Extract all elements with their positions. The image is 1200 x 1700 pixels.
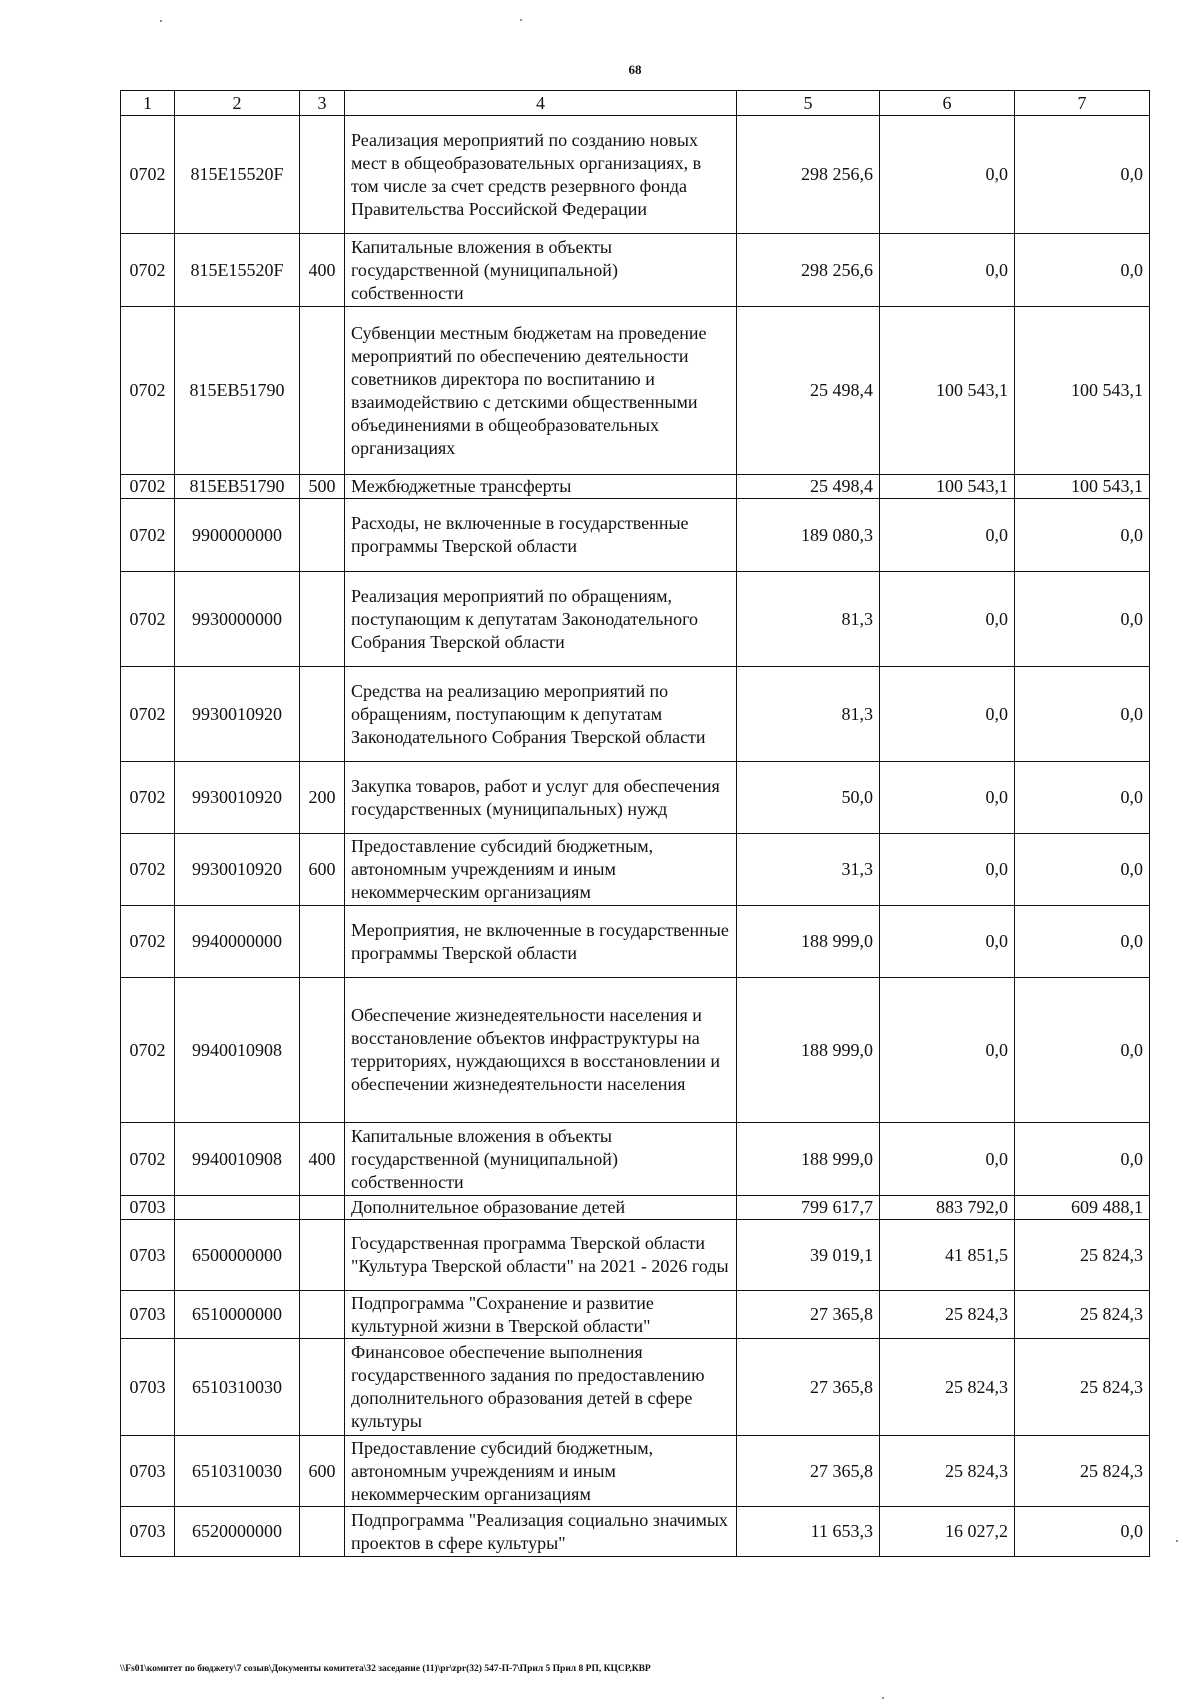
- section-code-cell: 0702: [121, 667, 175, 762]
- target-article-code-cell: 6510310030: [175, 1339, 300, 1436]
- amount-year2-cell: 0,0: [880, 834, 1015, 906]
- table-row: [121, 116, 1150, 234]
- table-row: [121, 234, 1150, 307]
- table-row: [121, 834, 1150, 906]
- item-name-cell: Предоставление субсидий бюджетным, автономным учреждениям и иным некоммерческим организациям: [345, 834, 737, 906]
- amount-year3-cell: 0,0: [1015, 234, 1150, 307]
- amount-year3-cell: 0,0: [1015, 1507, 1150, 1557]
- amount-year2-cell: 883 792,0: [880, 1196, 1015, 1220]
- section-code-cell: 0703: [121, 1339, 175, 1436]
- amount-year1-cell: 298 256,6: [737, 234, 880, 307]
- table-row: [121, 1220, 1150, 1291]
- amount-year1-cell: 81,3: [737, 572, 880, 667]
- section-code-cell: 0703: [121, 1220, 175, 1291]
- amount-year1-cell: 298 256,6: [737, 116, 880, 234]
- table-row: [121, 906, 1150, 978]
- expense-type-code-cell: 400: [300, 234, 345, 307]
- expense-type-code-cell: [300, 667, 345, 762]
- amount-year2-cell: 16 027,2: [880, 1507, 1015, 1557]
- amount-year3-cell: 25 824,3: [1015, 1436, 1150, 1507]
- expense-type-code-cell: [300, 1291, 345, 1339]
- amount-year1-cell: 188 999,0: [737, 978, 880, 1123]
- expense-type-code-cell: 500: [300, 475, 345, 499]
- section-code-cell: 0702: [121, 307, 175, 475]
- expense-type-code-cell: [300, 1507, 345, 1557]
- target-article-code-cell: 9900000000: [175, 499, 300, 572]
- amount-year3-cell: 0,0: [1015, 762, 1150, 834]
- table-row: [121, 978, 1150, 1123]
- amount-year3-cell: 0,0: [1015, 1123, 1150, 1196]
- page-number: 68: [628, 62, 642, 77]
- table-row: [121, 1436, 1150, 1507]
- section-code-cell: 0702: [121, 572, 175, 667]
- amount-year1-cell: 799 617,7: [737, 1196, 880, 1220]
- section-code-cell: 0703: [121, 1291, 175, 1339]
- budget-table: [120, 90, 1150, 1557]
- amount-year2-cell: 100 543,1: [880, 475, 1015, 499]
- table-row: [121, 1507, 1150, 1557]
- target-article-code-cell: [175, 1196, 300, 1220]
- amount-year3-cell: 100 543,1: [1015, 307, 1150, 475]
- amount-year3-cell: 0,0: [1015, 834, 1150, 906]
- amount-year1-cell: 27 365,8: [737, 1339, 880, 1436]
- amount-year2-cell: 0,0: [880, 906, 1015, 978]
- target-article-code-cell: 9930010920: [175, 762, 300, 834]
- amount-year3-cell: 0,0: [1015, 116, 1150, 234]
- column-header: 2: [175, 91, 300, 116]
- amount-year2-cell: 0,0: [880, 499, 1015, 572]
- target-article-code-cell: 9930010920: [175, 667, 300, 762]
- column-header: 6: [880, 91, 1015, 116]
- amount-year1-cell: 39 019,1: [737, 1220, 880, 1291]
- amount-year1-cell: 188 999,0: [737, 1123, 880, 1196]
- section-code-cell: 0703: [121, 1436, 175, 1507]
- item-name-cell: Подпрограмма "Сохранение и развитие культурной жизни в Тверской области": [345, 1291, 737, 1339]
- amount-year1-cell: 27 365,8: [737, 1436, 880, 1507]
- amount-year2-cell: 0,0: [880, 667, 1015, 762]
- table-row: [121, 1196, 1150, 1220]
- scan-speck: [520, 19, 522, 21]
- amount-year2-cell: 25 824,3: [880, 1291, 1015, 1339]
- target-article-code-cell: 6520000000: [175, 1507, 300, 1557]
- section-code-cell: 0702: [121, 116, 175, 234]
- scan-speck: [882, 1697, 884, 1699]
- amount-year1-cell: 27 365,8: [737, 1291, 880, 1339]
- amount-year1-cell: 25 498,4: [737, 307, 880, 475]
- expense-type-code-cell: [300, 978, 345, 1123]
- amount-year2-cell: 0,0: [880, 978, 1015, 1123]
- amount-year2-cell: 25 824,3: [880, 1339, 1015, 1436]
- expense-type-code-cell: [300, 1339, 345, 1436]
- section-code-cell: 0702: [121, 499, 175, 572]
- amount-year2-cell: 100 543,1: [880, 307, 1015, 475]
- item-name-cell: Закупка товаров, работ и услуг для обеспечения государственных (муниципальных) нужд: [345, 762, 737, 834]
- amount-year3-cell: 609 488,1: [1015, 1196, 1150, 1220]
- amount-year3-cell: 0,0: [1015, 499, 1150, 572]
- expense-type-code-cell: 200: [300, 762, 345, 834]
- column-header: 1: [121, 91, 175, 116]
- target-article-code-cell: 815EB51790: [175, 475, 300, 499]
- item-name-cell: Межбюджетные трансферты: [345, 475, 737, 499]
- scan-speck: [160, 20, 162, 22]
- item-name-cell: Реализация мероприятий по обращениям, поступающим к депутатам Законодательного Собрания Тверской области: [345, 572, 737, 667]
- table-row: [121, 475, 1150, 499]
- target-article-code-cell: 6500000000: [175, 1220, 300, 1291]
- section-code-cell: 0702: [121, 762, 175, 834]
- target-article-code-cell: 9940010908: [175, 1123, 300, 1196]
- amount-year3-cell: 100 543,1: [1015, 475, 1150, 499]
- amount-year1-cell: 188 999,0: [737, 906, 880, 978]
- amount-year1-cell: 25 498,4: [737, 475, 880, 499]
- item-name-cell: Подпрограмма "Реализация социально значимых проектов в сфере культуры": [345, 1507, 737, 1557]
- table-row: [121, 307, 1150, 475]
- table-header-row: [121, 91, 1150, 116]
- section-code-cell: 0702: [121, 475, 175, 499]
- amount-year3-cell: 0,0: [1015, 906, 1150, 978]
- amount-year3-cell: 25 824,3: [1015, 1291, 1150, 1339]
- expense-type-code-cell: [300, 1196, 345, 1220]
- target-article-code-cell: 9930010920: [175, 834, 300, 906]
- amount-year3-cell: 0,0: [1015, 572, 1150, 667]
- target-article-code-cell: 815E15520F: [175, 116, 300, 234]
- item-name-cell: Реализация мероприятий по созданию новых мест в общеобразовательных организациях, в том числе за счет средств резервного фонда Правительства Российской Федерации: [345, 116, 737, 234]
- section-code-cell: 0702: [121, 834, 175, 906]
- item-name-cell: Финансовое обеспечение выполнения государственного задания по предоставлению дополнительного образования детей в сфере культуры: [345, 1339, 737, 1436]
- item-name-cell: Обеспечение жизнедеятельности населения и восстановление объектов инфраструктуры на территориях, нуждающихся в восстановлении и обеспечении жизнедеятельности населения: [345, 978, 737, 1123]
- section-code-cell: 0702: [121, 1123, 175, 1196]
- column-header: 3: [300, 91, 345, 116]
- amount-year3-cell: 0,0: [1015, 667, 1150, 762]
- item-name-cell: Капитальные вложения в объекты государственной (муниципальной) собственности: [345, 234, 737, 307]
- target-article-code-cell: 815EB51790: [175, 307, 300, 475]
- item-name-cell: Предоставление субсидий бюджетным, автономным учреждениям и иным некоммерческим организациям: [345, 1436, 737, 1507]
- expense-type-code-cell: [300, 1220, 345, 1291]
- table-row: [121, 762, 1150, 834]
- section-code-cell: 0702: [121, 906, 175, 978]
- item-name-cell: Субвенции местным бюджетам на проведение мероприятий по обеспечению деятельности советников директора по воспитанию и взаимодействию с детскими общественными объединениями в общеобразовательных организациях: [345, 307, 737, 475]
- section-code-cell: 0702: [121, 234, 175, 307]
- amount-year2-cell: 41 851,5: [880, 1220, 1015, 1291]
- amount-year1-cell: 11 653,3: [737, 1507, 880, 1557]
- item-name-cell: Средства на реализацию мероприятий по обращениям, поступающим к депутатам Законодательного Собрания Тверской области: [345, 667, 737, 762]
- amount-year3-cell: 25 824,3: [1015, 1220, 1150, 1291]
- item-name-cell: Дополнительное образование детей: [345, 1196, 737, 1220]
- table-row: [121, 1291, 1150, 1339]
- amount-year2-cell: 0,0: [880, 572, 1015, 667]
- amount-year3-cell: 25 824,3: [1015, 1339, 1150, 1436]
- expense-type-code-cell: [300, 499, 345, 572]
- item-name-cell: Капитальные вложения в объекты государственной (муниципальной) собственности: [345, 1123, 737, 1196]
- amount-year1-cell: 31,3: [737, 834, 880, 906]
- expense-type-code-cell: [300, 906, 345, 978]
- table-row: [121, 1123, 1150, 1196]
- item-name-cell: Государственная программа Тверской области "Культура Тверской области" на 2021 - 2026 годы: [345, 1220, 737, 1291]
- footer-file-path: \\Fs01\комитет по бюджету\7 созыв\Документы комитета\32 заседание (11)\pr\zpr(32) 547-П-7\Прил 5 Прил 8 РП, КЦСР,КВР: [120, 1664, 651, 1674]
- target-article-code-cell: 9940000000: [175, 906, 300, 978]
- expense-type-code-cell: [300, 116, 345, 234]
- section-code-cell: 0703: [121, 1196, 175, 1220]
- target-article-code-cell: 9940010908: [175, 978, 300, 1123]
- table-row: [121, 499, 1150, 572]
- amount-year2-cell: 0,0: [880, 116, 1015, 234]
- amount-year2-cell: 25 824,3: [880, 1436, 1015, 1507]
- item-name-cell: Мероприятия, не включенные в государственные программы Тверской области: [345, 906, 737, 978]
- target-article-code-cell: 6510310030: [175, 1436, 300, 1507]
- expense-type-code-cell: [300, 307, 345, 475]
- amount-year1-cell: 189 080,3: [737, 499, 880, 572]
- column-header: 7: [1015, 91, 1150, 116]
- expense-type-code-cell: 400: [300, 1123, 345, 1196]
- amount-year2-cell: 0,0: [880, 234, 1015, 307]
- scan-speck: [1176, 1540, 1178, 1542]
- target-article-code-cell: 6510000000: [175, 1291, 300, 1339]
- amount-year1-cell: 81,3: [737, 667, 880, 762]
- table-row: [121, 667, 1150, 762]
- target-article-code-cell: 9930000000: [175, 572, 300, 667]
- expense-type-code-cell: 600: [300, 1436, 345, 1507]
- column-header: 4: [345, 91, 737, 116]
- expense-type-code-cell: [300, 572, 345, 667]
- amount-year2-cell: 0,0: [880, 762, 1015, 834]
- section-code-cell: 0703: [121, 1507, 175, 1557]
- amount-year2-cell: 0,0: [880, 1123, 1015, 1196]
- amount-year3-cell: 0,0: [1015, 978, 1150, 1123]
- table-row: [121, 572, 1150, 667]
- amount-year1-cell: 50,0: [737, 762, 880, 834]
- section-code-cell: 0702: [121, 978, 175, 1123]
- expense-type-code-cell: 600: [300, 834, 345, 906]
- column-header: 5: [737, 91, 880, 116]
- item-name-cell: Расходы, не включенные в государственные программы Тверской области: [345, 499, 737, 572]
- target-article-code-cell: 815E15520F: [175, 234, 300, 307]
- table-row: [121, 1339, 1150, 1436]
